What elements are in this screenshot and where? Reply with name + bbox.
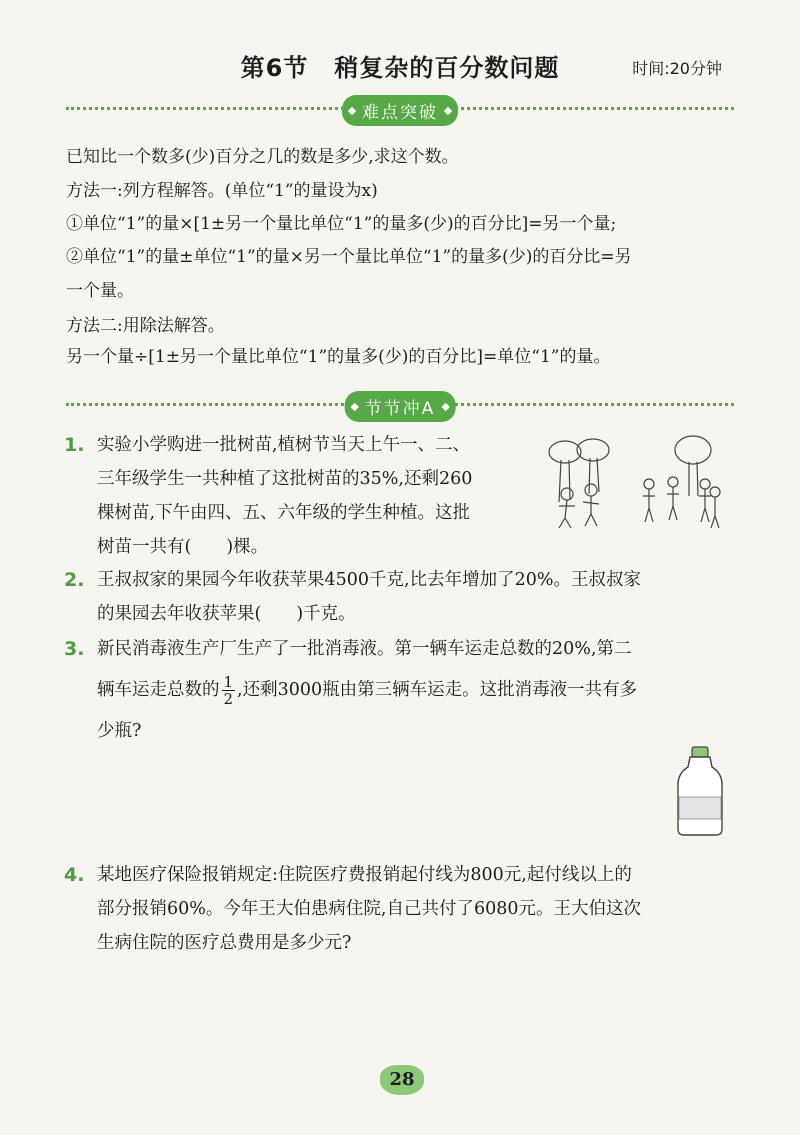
children-icon xyxy=(559,477,720,528)
page-number: 28 xyxy=(380,1065,424,1095)
section-label-key-points: 难点突破 xyxy=(342,95,458,126)
disinfectant-bottle-icon xyxy=(676,745,724,837)
key-point-line: 另一个量÷[1±另一个量比单位“1”的量多(少)的百分比]=单位“1”的量。 xyxy=(66,347,611,367)
key-point-line: ②单位“1”的量±单位“1”的量×另一个量比单位“1”的量多(少)的百分比=另 xyxy=(66,247,632,267)
question-line: 三年级学生一共种植了这批树苗的35%,还剩260 xyxy=(97,469,473,489)
question-4 xyxy=(66,858,641,960)
question-line: 实验小学购进一批树苗,植树节当天上午一、二、 xyxy=(97,435,471,455)
question-1 xyxy=(66,428,472,564)
section-label-practice: 节节冲A xyxy=(345,391,456,422)
key-point-line: 已知比一个数多(少)百分之几的数是多少,求这个数。 xyxy=(66,147,459,167)
question-line: 部分报销60%。今年王大伯患病住院,自己共付了6080元。王大伯这次 xyxy=(97,899,641,919)
question-line: 少瓶? xyxy=(97,721,142,741)
question-line: 的果园去年收获苹果( )千克。 xyxy=(97,604,356,624)
key-point-line: ①单位“1”的量×[1±另一个量比单位“1”的量多(少)的百分比]=另一个量; xyxy=(66,214,617,234)
question-text: ,还剩3000瓶由第三辆车运走。这批消毒液一共有多 xyxy=(237,680,638,700)
key-point-line: 方法一:列方程解答。(单位“1”的量设为x) xyxy=(66,181,378,201)
question-3 xyxy=(66,632,637,748)
fraction-denominator: 2 xyxy=(223,690,234,708)
key-point-line: 方法二:用除法解答。 xyxy=(66,316,225,336)
question-line: 生病住院的医疗总费用是多少元? xyxy=(97,933,352,953)
fraction xyxy=(222,674,236,707)
question-number: 1. xyxy=(64,434,85,456)
time-limit: 时间:20分钟 xyxy=(632,59,722,78)
question-line: 王叔叔家的果园今年收获苹果4500千克,比去年增加了20%。王叔叔家 xyxy=(97,570,641,590)
tree-planting-illustration xyxy=(545,432,725,532)
question-number: 4. xyxy=(64,864,85,886)
question-number: 2. xyxy=(64,569,85,591)
question-line: 棵树苗,下午由四、五、六年级的学生种植。这批 xyxy=(97,503,471,523)
question-line: 树苗一共有( )棵。 xyxy=(97,537,269,557)
question-line: 某地医疗保险报销规定:住院医疗费报销起付线为800元,起付线以上的 xyxy=(97,865,632,885)
section-number: 第6节 xyxy=(240,54,309,82)
section-title: 稍复杂的百分数问题 xyxy=(334,54,560,82)
question-2 xyxy=(66,563,641,631)
question-number: 3. xyxy=(64,638,85,660)
key-point-line: 一个量。 xyxy=(66,281,134,301)
question-line: 新民消毒液生产厂生产了一批消毒液。第一辆车运走总数的20%,第二 xyxy=(97,639,632,659)
fraction-numerator: 1 xyxy=(223,673,234,691)
question-text: 辆车运走总数的 xyxy=(97,680,220,700)
question-line xyxy=(66,666,637,714)
